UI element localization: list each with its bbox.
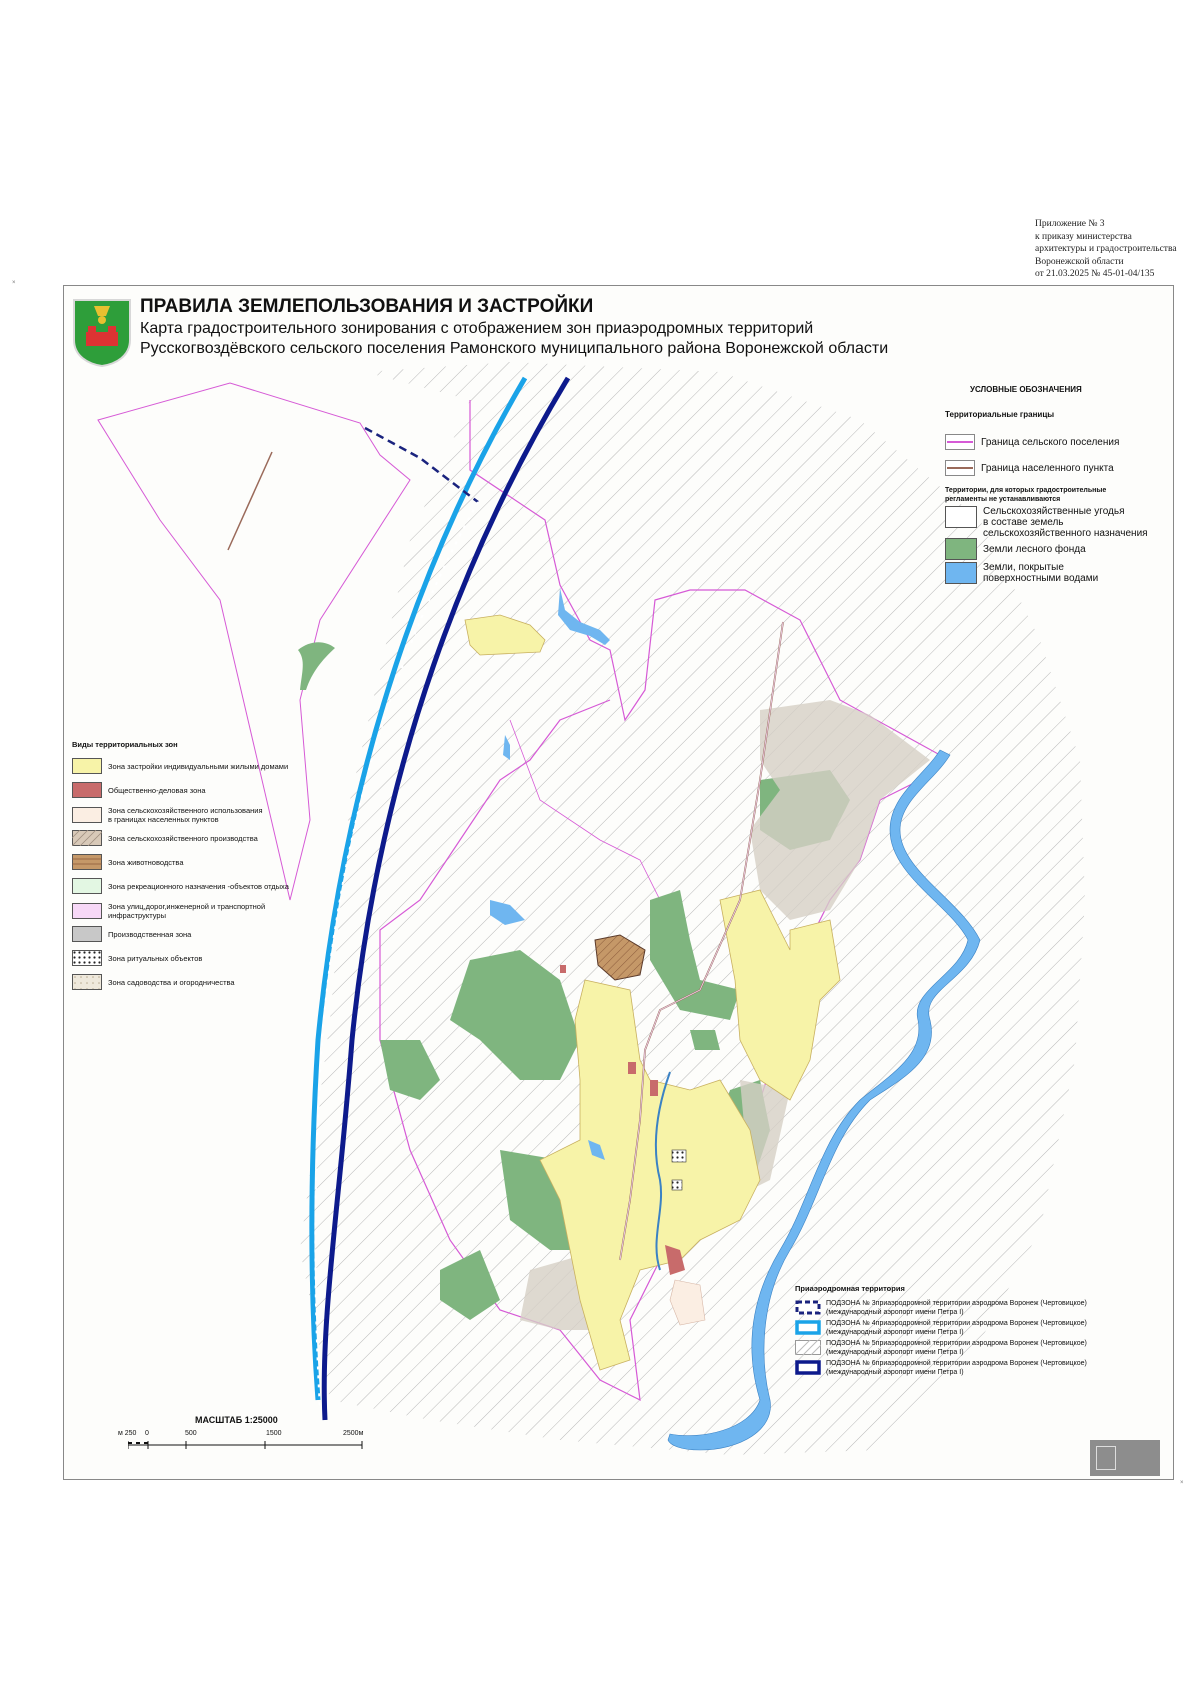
corner-stamp xyxy=(1090,1440,1160,1476)
label-line: Сельскохозяйственные угодья xyxy=(983,506,1125,517)
label-line: в границах населенных пунктов xyxy=(108,815,219,824)
zone-label xyxy=(108,834,258,843)
label-line: Зона животноводства xyxy=(108,857,184,867)
zone-swatch xyxy=(72,903,102,919)
zones-heading: Виды территориальных зон xyxy=(72,740,178,749)
locality-boundary-swatch xyxy=(945,460,975,476)
zone-swatch xyxy=(72,950,102,966)
zone-swatch xyxy=(72,830,102,846)
legend-item-agri-land xyxy=(945,506,1148,539)
heading-line: Территории, для которых градостроительные xyxy=(945,487,1107,494)
label-line: Зона застройки индивидуальными жилыми домами xyxy=(108,761,289,771)
label-line: ПОДЗОНА № 4приаэродромной территории аэродрома Воронеж (Чертовицкое) xyxy=(826,1320,1087,1327)
zone-item-public xyxy=(72,782,206,798)
airfield-item-subzone5 xyxy=(795,1340,1087,1357)
public-zone xyxy=(628,1062,636,1074)
subzone5-swatch xyxy=(795,1340,821,1355)
label-line: Зона рекреационного назначения -объектов отдыха xyxy=(108,881,289,891)
legend-item-water xyxy=(945,562,1098,584)
page-title: ПРАВИЛА ЗЕМЛЕПОЛЬЗОВАНИЯ И ЗАСТРОЙКИ xyxy=(140,296,594,317)
label-line: (международный аэропорт имени Петра I) xyxy=(826,1368,964,1376)
appendix-line: Приложение № 3 xyxy=(1035,219,1105,229)
airfield-label xyxy=(826,1300,1087,1317)
scale-bar xyxy=(128,1440,364,1450)
scale-label: 500 xyxy=(185,1430,197,1437)
airfield-heading: Приаэродромная территория xyxy=(795,1284,905,1293)
zone-item-recreation xyxy=(72,878,289,894)
zone-item-ritual xyxy=(72,950,202,966)
zone-item-gardening xyxy=(72,974,235,990)
label-line: Зона сельскохозяйственного производства xyxy=(108,833,258,843)
zone-swatch xyxy=(72,807,102,823)
zone-swatch xyxy=(72,974,102,990)
label-line: ПОДЗОНА № 6приаэродромной территории аэродрома Воронеж (Чертовицкое) xyxy=(826,1360,1087,1367)
label-line: (международный аэропорт имени Петра I) xyxy=(826,1348,964,1356)
airfield-item-subzone6 xyxy=(795,1360,1087,1377)
zone-swatch xyxy=(72,926,102,942)
agri-land-swatch xyxy=(945,506,977,528)
label-line: (международный аэропорт имени Петра I) xyxy=(826,1308,964,1316)
zone-label xyxy=(108,858,184,867)
legend-label xyxy=(983,562,1098,584)
page-subtitle-2: Русскогвоздёвского сельского поселения Рамонского муниципального района Воронежской области xyxy=(140,340,889,357)
legend-label: Граница сельского поселения xyxy=(981,436,1120,448)
airfield-label xyxy=(826,1320,1087,1337)
legend-label: Земли лесного фонда xyxy=(983,543,1086,555)
label-line: ПОДЗОНА № 5приаэродромной территории аэродрома Воронеж (Чертовицкое) xyxy=(826,1340,1087,1347)
heading-line: регламенты не устанавливаются xyxy=(945,496,1061,503)
zone-item-livestock xyxy=(72,854,184,870)
zone-swatch xyxy=(72,854,102,870)
subzone6-swatch xyxy=(795,1360,821,1375)
coat-of-arms-icon xyxy=(72,298,132,368)
legend-item-settlement-boundary xyxy=(945,434,1119,450)
airfield-label xyxy=(826,1360,1087,1377)
forest-swatch xyxy=(945,538,977,560)
label-line: Зона улиц,дорог,инженерной и транспортной xyxy=(108,902,266,911)
zone-label xyxy=(108,786,206,795)
no-regulations-heading xyxy=(945,486,1106,504)
subzone4-swatch xyxy=(795,1320,821,1335)
appendix-line: Воронежской области xyxy=(1035,256,1124,267)
zone-label xyxy=(108,978,235,987)
scale-title: МАСШТАБ 1:25000 xyxy=(195,1415,278,1425)
scale-label: 0 xyxy=(145,1430,149,1437)
ritual-zone xyxy=(672,1180,682,1190)
zone-item-residential xyxy=(72,758,288,774)
zone-label xyxy=(108,806,263,824)
scale-label: м 250 xyxy=(118,1430,137,1437)
public-zone xyxy=(650,1080,658,1096)
zone-swatch xyxy=(72,758,102,774)
appendix-line: архитектуры и градостроительства xyxy=(1035,244,1177,254)
label-line: Земли, покрытые xyxy=(983,562,1064,573)
zone-item-agri-use xyxy=(72,806,263,824)
scale-label: 1500 xyxy=(266,1430,282,1437)
forest-small xyxy=(690,1030,720,1050)
airfield-label xyxy=(826,1340,1087,1357)
zone-swatch xyxy=(72,878,102,894)
legend-item-locality-boundary xyxy=(945,460,1114,476)
zone-item-agri-production xyxy=(72,830,258,846)
boundaries-heading: Территориальные границы xyxy=(945,410,1055,419)
page-subtitle: Карта градостроительного зонирования с отображением зон приаэродромных территорий xyxy=(140,320,814,337)
zone-label xyxy=(108,882,289,891)
water-swatch xyxy=(945,562,977,584)
legend-label: Граница населенного пункта xyxy=(981,462,1114,474)
appendix-line: к приказу министерства xyxy=(1035,231,1132,242)
zone-label xyxy=(108,762,288,771)
settlement-boundary-swatch xyxy=(945,434,975,450)
legend-title: УСЛОВНЫЕ ОБОЗНАЧЕНИЯ xyxy=(970,385,1082,394)
label-line: сельскохозяйственного назначения xyxy=(983,528,1148,539)
label-line: инфраструктуры xyxy=(108,911,166,920)
public-zone xyxy=(560,965,566,973)
stamp-logo-icon xyxy=(1096,1446,1116,1470)
label-line: в составе земель xyxy=(983,517,1064,528)
label-line: Общественно-деловая зона xyxy=(108,785,206,795)
label-line: ПОДЗОНА № 3приаэродромной территории аэродрома Воронеж (Чертовицкое) xyxy=(826,1300,1087,1307)
zone-swatch xyxy=(72,782,102,798)
forest-west-curve xyxy=(298,642,335,690)
label-line: Производственная зона xyxy=(108,929,192,939)
registration-mark: × xyxy=(12,280,16,286)
zone-label xyxy=(108,930,191,939)
label-line: (международный аэропорт имени Петра I) xyxy=(826,1328,964,1336)
zone-label xyxy=(108,902,265,920)
subzone3-swatch xyxy=(795,1300,821,1315)
airfield-item-subzone3 xyxy=(795,1300,1087,1317)
ritual-zone xyxy=(672,1150,686,1162)
label-line: Зона ритуальных объектов xyxy=(108,953,203,963)
scale-label: 2500м xyxy=(343,1430,364,1437)
airfield-item-subzone4 xyxy=(795,1320,1087,1337)
zone-item-roads xyxy=(72,902,265,920)
legend-item-forest xyxy=(945,538,1086,560)
registration-mark: × xyxy=(1180,1480,1184,1486)
appendix-line: от 21.03.2025 № 45-01-04/135 xyxy=(1035,269,1155,279)
zone-item-industrial xyxy=(72,926,191,942)
zone-label xyxy=(108,954,202,963)
label-line: поверхностными водами xyxy=(983,573,1099,584)
label-line: Зона садоводства и огородничества xyxy=(108,977,235,987)
label-line: Зона сельскохозяйственного использования xyxy=(108,806,263,815)
legend-label xyxy=(983,506,1148,539)
